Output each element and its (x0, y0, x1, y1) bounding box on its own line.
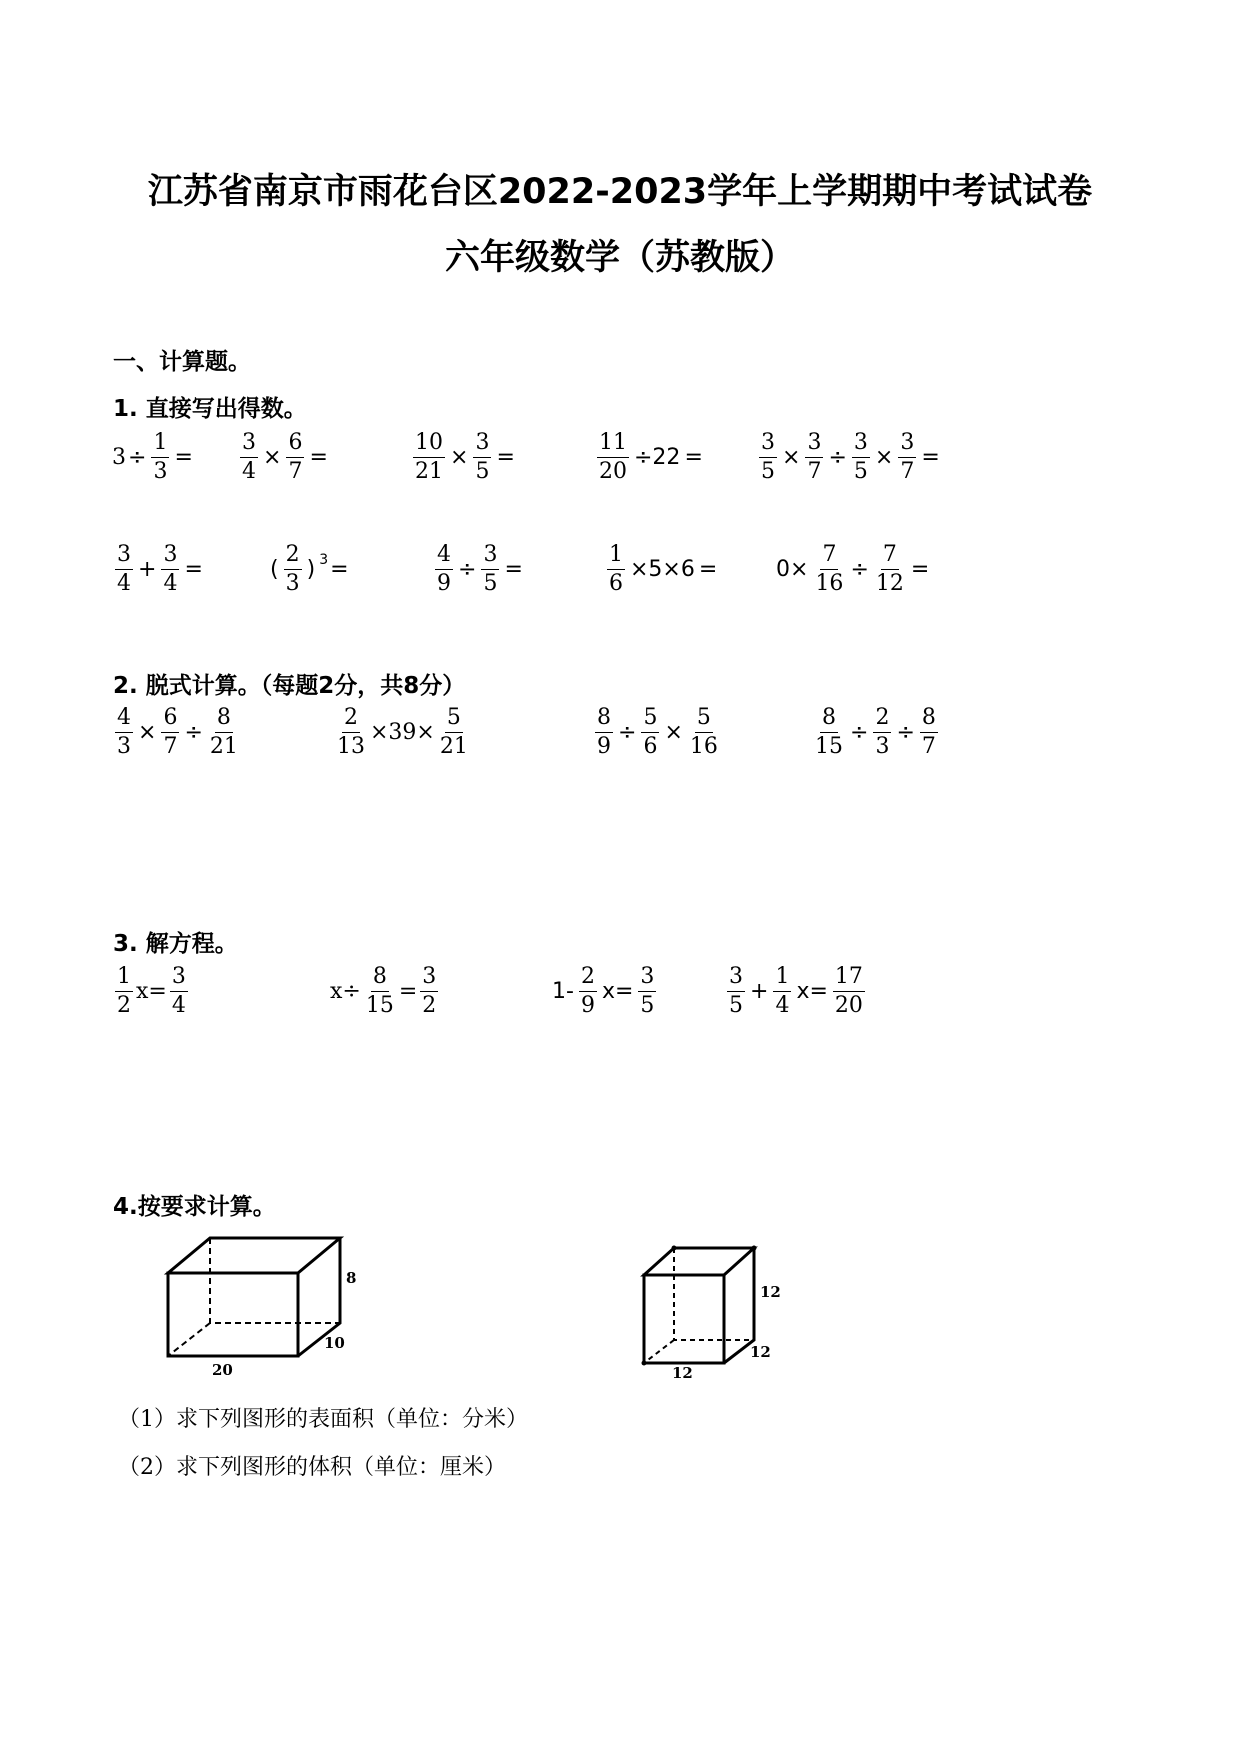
numerator: 3 (852, 432, 870, 458)
fraction (473, 432, 491, 483)
numerator: 1 (115, 966, 133, 992)
denominator: 13 (337, 734, 365, 759)
numerator: 3 (638, 966, 656, 992)
equals-sign: = (330, 557, 349, 582)
denominator: 3 (285, 571, 300, 596)
denominator: 5 (729, 993, 743, 1018)
numerator: 3 (727, 966, 745, 992)
denominator: 2 (117, 993, 131, 1018)
q1-r1-item-3 (410, 432, 517, 483)
fraction (727, 966, 745, 1017)
fraction (607, 544, 625, 595)
exam-title: 江苏省南京市雨花台区2022-2023学年上学期期中考试试卷 (147, 172, 1093, 212)
operator: ÷ (184, 720, 203, 745)
fraction (115, 966, 133, 1017)
fraction (151, 432, 169, 483)
fraction (852, 432, 870, 483)
right-paren: ) (306, 557, 316, 582)
numerator: 6 (161, 707, 179, 733)
numerator: 3 (240, 432, 258, 458)
cuboid-front-face (168, 1273, 298, 1356)
equals-sign: = (698, 557, 718, 582)
denominator: 21 (439, 734, 468, 759)
operator: x= (601, 979, 634, 1004)
operator: × (263, 445, 282, 470)
cuboid-length-label: 20 (212, 1361, 233, 1376)
fraction (597, 432, 629, 483)
denominator: 16 (815, 571, 844, 596)
numerator: 5 (445, 707, 463, 733)
cube-hidden-edge (644, 1340, 674, 1363)
cuboid-hidden-edges (210, 1238, 340, 1323)
variable-term: x÷ (330, 979, 361, 1004)
denominator: 7 (900, 459, 915, 484)
cube-hidden-edges (674, 1248, 754, 1340)
operator: × (874, 445, 894, 470)
denominator: 6 (609, 571, 623, 596)
denominator: 5 (483, 571, 498, 596)
equals-sign: = (910, 557, 930, 582)
denominator: 20 (834, 993, 863, 1018)
denominator: 16 (689, 734, 718, 759)
operator: ×5×6 (630, 557, 695, 582)
operator: ÷ (850, 557, 869, 582)
numerator: 2 (284, 544, 302, 570)
denominator: 9 (437, 571, 451, 596)
operator: + (138, 557, 157, 582)
equals-sign: = (309, 445, 328, 470)
numerator: 8 (920, 707, 938, 733)
fraction (364, 966, 396, 1017)
q2-item-1 (112, 707, 243, 758)
integer-term: 1- (552, 979, 574, 1004)
fraction (579, 966, 597, 1017)
fraction (805, 432, 823, 483)
q3-item-1 (112, 966, 191, 1017)
question-1-label: 1. 直接写出得数。 (113, 396, 307, 422)
operator: ÷ (458, 557, 477, 582)
denominator: 15 (815, 734, 843, 759)
fraction (873, 707, 891, 758)
cuboid-depth-label: 10 (324, 1334, 345, 1352)
denominator: 3 (117, 734, 131, 759)
cuboid-top-face (168, 1238, 340, 1273)
operator: × (782, 445, 801, 470)
denominator: 4 (171, 993, 186, 1018)
operator: ×39× (370, 720, 435, 745)
integer-term: 0× (776, 557, 809, 582)
cube-height-label: 12 (760, 1283, 781, 1301)
cube-length-label: 12 (672, 1364, 693, 1380)
denominator: 7 (163, 734, 178, 759)
cube-depth-label: 12 (750, 1343, 771, 1361)
numerator: 2 (342, 707, 360, 733)
operator: × (664, 720, 683, 745)
fraction (773, 966, 791, 1017)
left-paren: ( (270, 557, 279, 582)
equals-sign: = (184, 557, 203, 582)
numerator: 3 (420, 966, 438, 992)
numerator: 1 (151, 432, 169, 458)
cube-front-face (644, 1275, 724, 1363)
fraction (284, 544, 302, 595)
operator: × (138, 720, 157, 745)
numerator: 3 (481, 544, 499, 570)
equals-sign: = (496, 445, 515, 470)
fraction (286, 432, 304, 483)
numerator: 8 (595, 707, 613, 733)
q2-item-4 (810, 707, 941, 758)
equals-sign: = (504, 557, 523, 582)
denominator: 4 (775, 993, 790, 1018)
fraction (115, 544, 133, 595)
fraction (595, 707, 613, 758)
denominator: 21 (209, 734, 238, 759)
numerator: 17 (833, 966, 865, 992)
denominator: 5 (475, 459, 490, 484)
fraction (481, 544, 499, 595)
numerator: 8 (371, 966, 389, 992)
denominator: 15 (365, 993, 394, 1018)
numerator: 4 (115, 707, 133, 733)
numerator: 3 (898, 432, 916, 458)
fraction (898, 432, 916, 483)
question-3-label: 3. 解方程。 (113, 931, 238, 957)
cuboid-hidden-edge (168, 1323, 210, 1356)
numerator: 3 (759, 432, 777, 458)
q2-item-2 (332, 707, 473, 758)
q1-r2-item-4 (604, 544, 719, 595)
fraction (161, 544, 179, 595)
cube-top-face (644, 1248, 754, 1275)
denominator: 21 (415, 459, 443, 484)
q4-part-1: （1）求下列图形的表面积（单位：分米） (118, 1407, 528, 1432)
q3-item-4 (724, 966, 868, 1017)
denominator: 3 (875, 734, 890, 759)
fraction (161, 707, 179, 758)
q1-r2-item-1 (112, 544, 205, 595)
fraction (170, 966, 188, 1017)
operator: ÷22 (634, 445, 681, 470)
q1-r2-item-3 (432, 544, 525, 595)
operator: ÷ (850, 720, 869, 745)
numerator: 1 (773, 966, 791, 992)
denominator: 7 (288, 459, 303, 484)
denominator: 5 (853, 459, 868, 484)
question-4-label: 4.按要求计算。 (113, 1194, 276, 1220)
fraction (813, 544, 845, 595)
numerator: 8 (215, 707, 233, 733)
numerator: 6 (286, 432, 304, 458)
fraction (874, 544, 906, 595)
denominator: 2 (422, 993, 437, 1018)
exponent: 3 (319, 551, 329, 568)
numerator: 5 (641, 707, 659, 733)
fraction (759, 432, 777, 483)
fraction (413, 432, 445, 483)
numerator: 2 (579, 966, 597, 992)
numerator: 5 (695, 707, 713, 733)
numerator: 1 (607, 544, 625, 570)
cube-figure (630, 1230, 790, 1380)
denominator: 4 (163, 571, 178, 596)
denominator: 9 (580, 993, 595, 1018)
numerator: 3 (473, 432, 491, 458)
q1-r2-item-2 (268, 544, 351, 595)
q1-r1-item-5 (756, 432, 942, 483)
numerator: 2 (873, 707, 891, 733)
numerator: 11 (597, 432, 629, 458)
denominator: 9 (597, 734, 611, 759)
fraction (420, 966, 438, 1017)
fraction (813, 707, 845, 758)
denominator: 5 (640, 993, 655, 1018)
operator: ÷ (896, 720, 915, 745)
numerator: 4 (435, 544, 453, 570)
cuboid-figure (150, 1228, 380, 1376)
denominator: 4 (117, 571, 131, 596)
denominator: 6 (643, 734, 658, 759)
q1-r1-item-1 (112, 432, 195, 483)
denominator: 12 (875, 571, 904, 596)
q2-item-3 (592, 707, 723, 758)
exam-subtitle: 六年级数学（苏教版） (444, 238, 795, 278)
fraction (115, 707, 133, 758)
q4-part-2: （2）求下列图形的体积（单位：厘米） (118, 1455, 506, 1480)
denominator: 7 (921, 734, 936, 759)
denominator: 5 (761, 459, 775, 484)
vertex-dot (752, 1246, 757, 1251)
fraction (638, 966, 656, 1017)
numerator: 3 (161, 544, 179, 570)
operator: = (398, 979, 418, 1004)
operator: + (750, 979, 769, 1004)
q1-r1-item-2 (237, 432, 330, 483)
numerator: 10 (413, 432, 445, 458)
fraction (335, 707, 367, 758)
fraction (240, 432, 258, 483)
denominator: 4 (242, 459, 256, 484)
q3-item-3 (550, 966, 659, 1017)
operator: ÷ (828, 445, 847, 470)
fraction (920, 707, 938, 758)
fraction (688, 707, 720, 758)
numerator: 3 (170, 966, 188, 992)
equals-sign: = (921, 445, 940, 470)
fraction (208, 707, 240, 758)
denominator: 3 (153, 459, 168, 484)
fraction (438, 707, 470, 758)
question-2-label: 2. 脱式计算。（每题2分，共8分） (113, 673, 466, 699)
vertex-dot (672, 1246, 677, 1251)
operator: x= (136, 979, 167, 1004)
integer-term: 3 (112, 445, 126, 470)
numerator: 7 (820, 544, 838, 570)
operator: ÷ (618, 720, 637, 745)
fraction (641, 707, 659, 758)
operator: × (450, 445, 469, 470)
cuboid-height-label: 8 (346, 1269, 357, 1287)
q3-item-2 (330, 966, 441, 1017)
equals-sign: = (174, 445, 193, 470)
equals-sign: = (684, 445, 703, 470)
numerator: 8 (820, 707, 838, 733)
denominator: 7 (807, 459, 822, 484)
numerator: 3 (115, 544, 133, 570)
denominator: 20 (599, 459, 627, 484)
numerator: 3 (805, 432, 823, 458)
numerator: 7 (881, 544, 899, 570)
operator: x= (796, 979, 828, 1004)
q1-r1-item-4 (594, 432, 705, 483)
vertex-dot (642, 1361, 647, 1366)
section-calculation-heading: 一、计算题。 (113, 349, 251, 375)
fraction (833, 966, 865, 1017)
fraction (435, 544, 453, 595)
operator: ÷ (128, 445, 147, 470)
q1-r2-item-5 (774, 544, 931, 595)
